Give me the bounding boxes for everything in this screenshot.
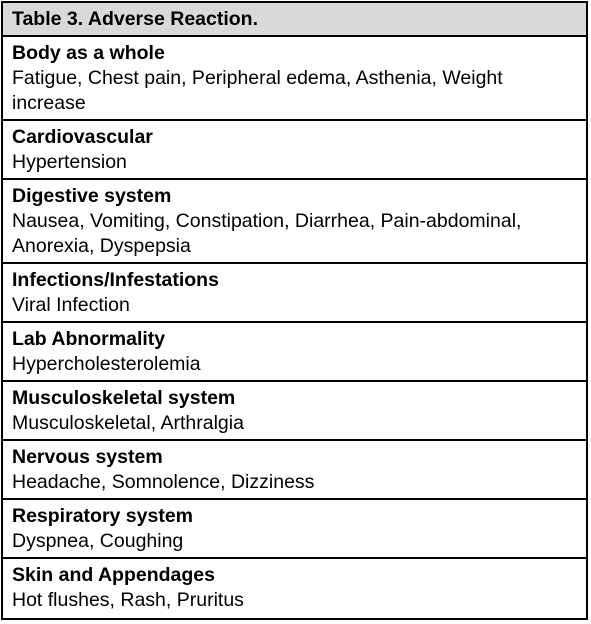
- table-row: [3, 180, 586, 264]
- section-heading: Respiratory system: [12, 505, 194, 527]
- section-heading: Musculoskeletal system: [12, 387, 236, 409]
- section-items: Viral Infection: [12, 294, 130, 316]
- section-items: Dyspnea, Coughing: [12, 530, 184, 552]
- section-heading: Cardiovascular: [12, 126, 153, 148]
- table-row: [3, 500, 586, 559]
- section-heading: Nervous system: [12, 446, 163, 468]
- table-row: [3, 382, 586, 441]
- adverse-reaction-table: [1, 1, 588, 620]
- table-row: [3, 441, 586, 500]
- table-row: [3, 559, 586, 618]
- section-heading: Digestive system: [12, 185, 172, 207]
- section-items: Hypertension: [12, 151, 127, 173]
- section-heading: Body as a whole: [12, 42, 165, 64]
- table-row: [3, 264, 586, 323]
- section-items: Headache, Somnolence, Dizziness: [12, 471, 315, 493]
- table-row: [3, 121, 586, 180]
- section-items: Fatigue, Chest pain, Peripheral edema, Asthenia, Weight increase: [12, 67, 503, 114]
- section-heading: Infections/Infestations: [12, 269, 219, 291]
- table-title: Table 3. Adverse Reaction.: [3, 3, 586, 37]
- section-heading: Lab Abnormality: [12, 328, 166, 350]
- section-items: Hot flushes, Rash, Pruritus: [12, 589, 244, 611]
- section-items: Hypercholesterolemia: [12, 353, 201, 375]
- table-row: [3, 323, 586, 382]
- section-heading: Skin and Appendages: [12, 564, 215, 586]
- section-items: Nausea, Vomiting, Constipation, Diarrhea, Pain-abdominal, Anorexia, Dyspepsia: [12, 210, 522, 257]
- table-row: [3, 37, 586, 121]
- section-items: Musculoskeletal, Arthralgia: [12, 412, 244, 434]
